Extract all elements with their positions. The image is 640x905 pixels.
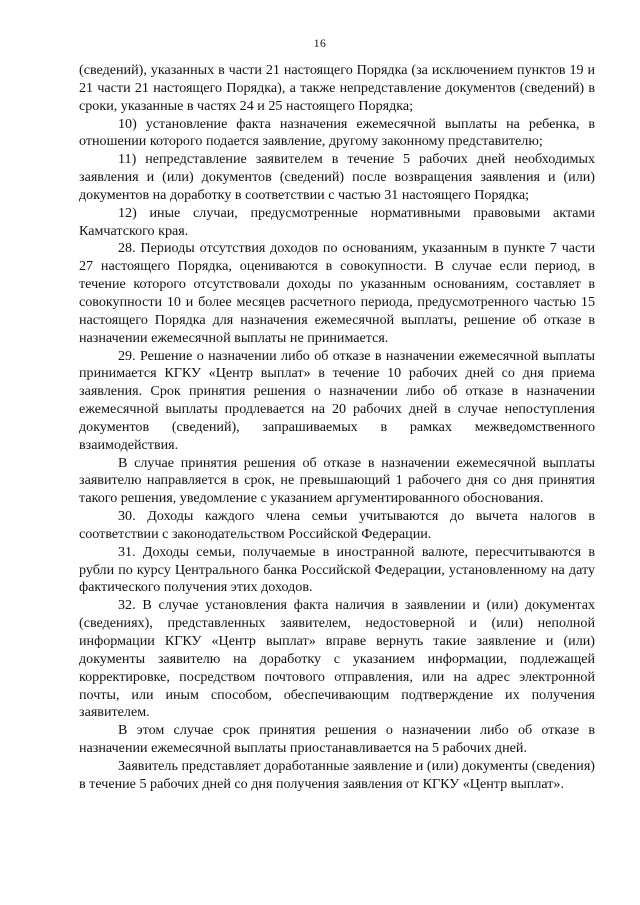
paragraph-section-29-refusal: В случае принятия решения об отказе в назначении ежемесячной выплаты заявителю направляется в срок, не превышающий 1 рабочего дня со дня принятия такого решения, уведомление с указанием аргументированного обоснования. bbox=[79, 454, 595, 507]
document-body bbox=[79, 62, 595, 794]
paragraph-item-10: 10) установление факта назначения ежемесячной выплаты на ребенка, в отношении которого подается заявление, другому законному представителю; bbox=[79, 115, 595, 150]
paragraph-section-32-resubmission: Заявитель представляет доработанные заявление и (или) документы (сведения) в течение 5 рабочих дней со дня получения заявления от КГКУ «Центр выплат». bbox=[79, 757, 595, 792]
paragraph-section-28: 28. Периоды отсутствия доходов по основаниям, указанным в пункте 7 части 27 настоящего Порядка, оцениваются в совокупности. В случае если период, в течение которого отсутствовали доходы по указанным основаниям, составляет в совокупности 10 и более месяцев расчетного периода, предусмотренного частью 15 настоящего Порядка для назначения ежемесячной выплаты, решение об отказе в назначении ежемесячной выплаты не принимается. bbox=[79, 240, 595, 346]
paragraph-continuation: (сведений), указанных в части 21 настоящего Порядка (за исключением пунктов 19 и 21 части 21 настоящего Порядка), а также непредставление документов (сведений) в сроки, указанные в частях 24 и 25 настоящего Порядка; bbox=[79, 62, 595, 114]
paragraph-section-30: 30. Доходы каждого члена семьи учитываются до вычета налогов в соответствии с законодательством Российской Федерации. bbox=[79, 508, 595, 542]
paragraph-item-11: 11) непредставление заявителем в течение 5 рабочих дней необходимых заявления и (или) документов (сведений) после возвращения заявления и (или) документов на доработку в соответствии с частью 31 настоящего Порядка; bbox=[79, 151, 595, 203]
paragraph-section-31: 31. Доходы семьи, получаемые в иностранной валюте, пересчитываются в рубли по курсу Центрального банка Российской Федерации, установленному на дату фактического получения этих доходов. bbox=[79, 543, 595, 596]
paragraph-item-12: 12) иные случаи, предусмотренные нормативными правовыми актами Камчатского края. bbox=[79, 204, 595, 239]
paragraph-section-32: 32. В случае установления факта наличия в заявлении и (или) документах (сведениях), представленных заявителем, недостоверной и (или) неполной информации КГКУ «Центр выплат» вправе вернуть такие заявление и (или) документы заявителю на доработку с указанием информации, подлежащей корректировке, посредством почтового отправления, или на адрес электронной почты, или иным способом, обеспечивающим подтверждение их получения заявителем. bbox=[79, 597, 595, 721]
paragraph-section-32-suspension: В этом случае срок принятия решения о назначении либо об отказе в назначении ежемесячной выплаты приостанавливается на 5 рабочих дней. bbox=[79, 722, 595, 757]
page-number: 16 bbox=[313, 38, 327, 50]
paragraph-section-29: 29. Решение о назначении либо об отказе в назначении ежемесячной выплаты принимается КГКУ «Центр выплат» в течение 10 рабочих дней со дня приема заявления. Срок принятия решения о назначении либо об отказе в назначении ежемесячной выплаты продлевается на 20 рабочих дней в случае непоступления документов (сведений), запрашиваемых в рамках межведомственного взаимодействия. bbox=[79, 347, 595, 453]
